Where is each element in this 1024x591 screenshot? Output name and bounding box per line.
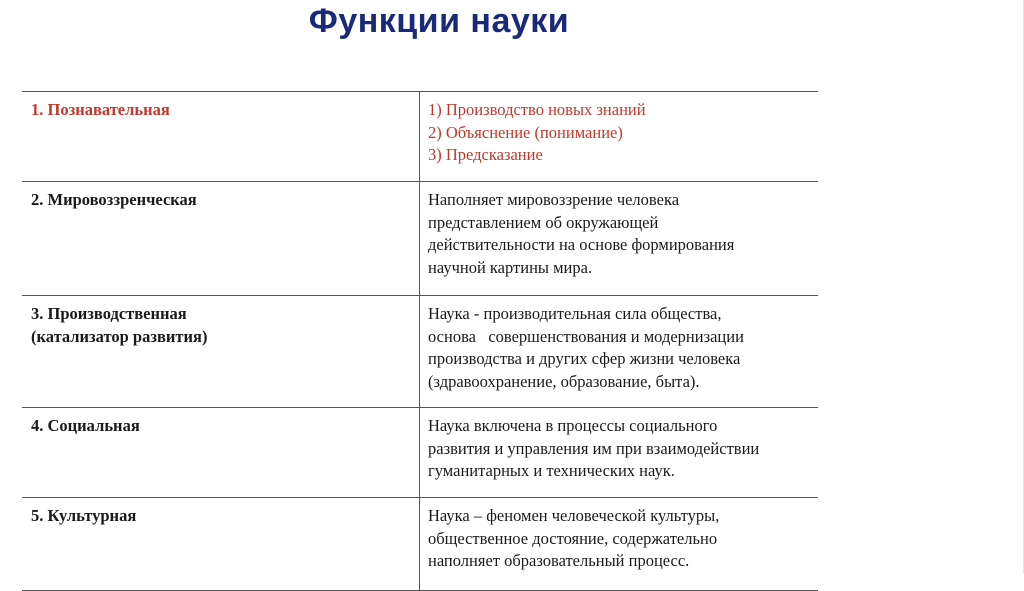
function-name-cognitive xyxy=(22,92,420,182)
description-line: действительности на основе формирования xyxy=(428,235,735,254)
description-line: общественное достояние, содержательно xyxy=(428,528,718,548)
functions-table-container xyxy=(22,91,818,591)
description-line: Наука – феномен человеческой культуры, xyxy=(428,506,720,525)
table-row xyxy=(22,92,818,182)
description-line: производства и других сфер жизни человека xyxy=(428,349,741,368)
table-row xyxy=(22,498,818,591)
table-row xyxy=(22,182,818,296)
description-line: Наука - производительная сила общества, xyxy=(428,304,722,323)
description-line: наполняет образовательный процесс. xyxy=(428,551,690,570)
function-name-label: 1. Познавательная xyxy=(31,100,170,119)
description-line: 1) Производство новых знаний xyxy=(428,100,646,119)
function-description-productive xyxy=(420,296,819,408)
function-name-label: 4. Социальная xyxy=(31,416,140,435)
function-description-cultural xyxy=(420,498,819,591)
function-name-worldview xyxy=(22,182,420,296)
description-line: представлением об окружающей xyxy=(428,212,659,232)
function-name-cultural xyxy=(22,498,420,591)
description-line: гуманитарных и технических наук. xyxy=(428,461,675,480)
functions-table xyxy=(22,91,818,591)
table-row xyxy=(22,296,818,408)
function-name-label: 2. Мировоззренческая xyxy=(31,190,197,209)
description-line: научной картины мира. xyxy=(428,257,593,277)
function-name-productive xyxy=(22,296,420,408)
function-description-cognitive xyxy=(420,92,819,182)
function-name-label: 3. Производственная xyxy=(31,304,187,323)
description-line: Наполняет мировоззрение человека xyxy=(428,190,680,209)
function-name-sublabel: (катализатор развития) xyxy=(31,326,208,346)
function-description-social xyxy=(420,408,819,498)
description-line: 2) Объяснение (понимание) xyxy=(428,122,623,142)
description-line: Наука включена в процессы социального xyxy=(428,416,718,435)
page-title: Функции науки xyxy=(308,2,570,40)
description-line: основа совершенствования и модернизации xyxy=(428,326,744,346)
function-name-label: 5. Культурная xyxy=(31,506,137,525)
description-line: 3) Предсказание xyxy=(428,145,543,164)
description-line: развития и управления им при взаимодействии xyxy=(428,438,760,458)
description-line: (здравоохранение, образование, быта). xyxy=(428,371,700,391)
table-row xyxy=(22,408,818,498)
function-name-social xyxy=(22,408,420,498)
function-description-worldview xyxy=(420,182,819,296)
